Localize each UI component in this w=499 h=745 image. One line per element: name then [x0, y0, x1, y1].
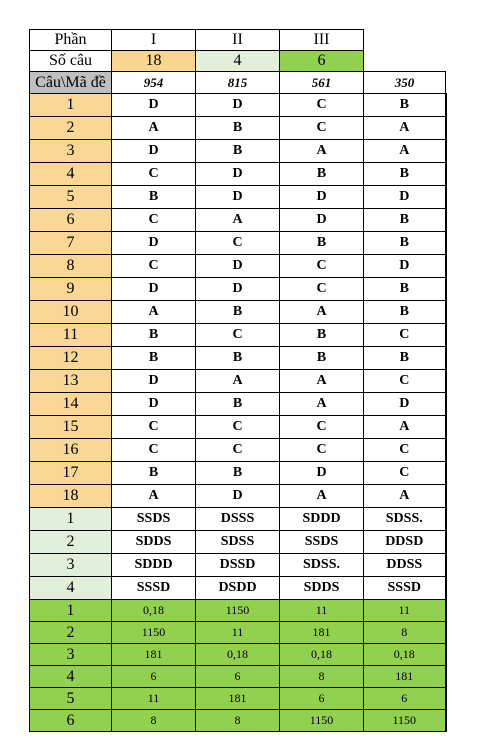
answer-cell: A: [112, 301, 196, 324]
exam-code: 815: [196, 72, 280, 94]
answer-cell: D: [280, 462, 364, 485]
answer-cell: B: [280, 232, 364, 255]
part3-row: [30, 600, 446, 622]
question-number: 4: [30, 163, 112, 186]
answer-cell: C: [280, 255, 364, 278]
answer-cell: B: [364, 163, 446, 186]
question-number: 3: [30, 644, 112, 666]
exam-code: 350: [364, 72, 446, 94]
part3-row: [30, 666, 446, 688]
answer-cell: 181: [364, 666, 446, 688]
answer-cell: DDSD: [364, 531, 446, 554]
question-number: 13: [30, 370, 112, 393]
part1-row: [30, 301, 446, 324]
question-number: 5: [30, 186, 112, 209]
answer-cell: DSDD: [196, 577, 280, 600]
part1-row: [30, 140, 446, 163]
part3-row: [30, 710, 446, 732]
question-number: 6: [30, 710, 112, 732]
answer-cell: C: [280, 439, 364, 462]
answer-cell: C: [196, 416, 280, 439]
answer-cell: B: [196, 117, 280, 140]
answer-cell: C: [280, 278, 364, 301]
answer-cell: C: [280, 117, 364, 140]
question-number: 17: [30, 462, 112, 485]
answer-cell: C: [196, 232, 280, 255]
answer-cell: DDSS: [364, 554, 446, 577]
part3-row: [30, 688, 446, 710]
answer-cell: D: [196, 255, 280, 278]
answer-cell: C: [112, 163, 196, 186]
code-header-row: [30, 72, 446, 94]
question-code-label: Câu\Mã đề: [30, 72, 112, 94]
answer-cell: D: [112, 393, 196, 416]
part-count: 6: [280, 51, 364, 72]
answer-cell: 1150: [196, 600, 280, 622]
part1-row: [30, 117, 446, 140]
answer-cell: B: [196, 347, 280, 370]
part3-row: [30, 644, 446, 666]
answer-cell: C: [112, 209, 196, 232]
answer-cell: B: [112, 462, 196, 485]
answer-cell: A: [112, 485, 196, 508]
part1-row: [30, 393, 446, 416]
so-cau-label: Số câu: [30, 51, 112, 72]
phan-label: Phần: [30, 30, 112, 51]
parts-header-row: [30, 30, 446, 51]
answer-cell: A: [280, 370, 364, 393]
answer-cell: 181: [280, 622, 364, 644]
answer-cell: 0,18: [280, 644, 364, 666]
answer-cell: B: [364, 347, 446, 370]
answer-cell: C: [280, 94, 364, 117]
question-number: 7: [30, 232, 112, 255]
answer-cell: B: [280, 324, 364, 347]
answer-cell: SSDS: [112, 508, 196, 531]
answer-cell: SSSD: [364, 577, 446, 600]
question-number: 14: [30, 393, 112, 416]
answer-cell: D: [196, 278, 280, 301]
answer-cell: C: [280, 416, 364, 439]
answer-cell: 11: [364, 600, 446, 622]
question-number: 5: [30, 688, 112, 710]
answer-cell: D: [112, 140, 196, 163]
answer-cell: DSSD: [196, 554, 280, 577]
part3-row: [30, 622, 446, 644]
part1-row: [30, 278, 446, 301]
answer-cell: 1150: [280, 710, 364, 732]
question-number: 10: [30, 301, 112, 324]
answer-cell: C: [196, 439, 280, 462]
answer-cell: 6: [112, 666, 196, 688]
answer-cell: B: [112, 324, 196, 347]
part1-row: [30, 485, 446, 508]
answer-cell: SDDS: [112, 531, 196, 554]
part1-row: [30, 186, 446, 209]
part1-row: [30, 439, 446, 462]
answer-key-table: [29, 29, 447, 732]
answer-cell: SDDS: [280, 577, 364, 600]
exam-code: 561: [280, 72, 364, 94]
answer-cell: 11: [112, 688, 196, 710]
answer-cell: C: [112, 255, 196, 278]
answer-cell: B: [364, 232, 446, 255]
answer-cell: B: [196, 462, 280, 485]
answer-cell: 0,18: [112, 600, 196, 622]
answer-cell: A: [364, 140, 446, 163]
question-number: 11: [30, 324, 112, 347]
answer-cell: B: [364, 209, 446, 232]
answer-cell: SDDD: [112, 554, 196, 577]
answer-cell: SDDD: [280, 508, 364, 531]
answer-cell: C: [112, 416, 196, 439]
answer-cell: A: [280, 393, 364, 416]
question-number: 3: [30, 554, 112, 577]
empty-cell: [364, 30, 446, 51]
question-number: 2: [30, 531, 112, 554]
answer-cell: SDSS.: [280, 554, 364, 577]
answer-cell: 8: [196, 710, 280, 732]
empty-cell: [364, 51, 446, 72]
answer-cell: D: [112, 94, 196, 117]
answer-cell: 0,18: [196, 644, 280, 666]
answer-cell: 6: [280, 688, 364, 710]
answer-cell: 8: [364, 622, 446, 644]
answer-cell: D: [364, 255, 446, 278]
answer-cell: 181: [112, 644, 196, 666]
question-number: 1: [30, 94, 112, 117]
answer-cell: 0,18: [364, 644, 446, 666]
answer-cell: B: [280, 163, 364, 186]
part-count: 4: [196, 51, 280, 72]
answer-cell: A: [280, 301, 364, 324]
question-number: 9: [30, 278, 112, 301]
answer-cell: D: [112, 232, 196, 255]
answer-cell: 11: [196, 622, 280, 644]
answer-cell: B: [280, 347, 364, 370]
answer-cell: A: [364, 485, 446, 508]
answer-cell: A: [112, 117, 196, 140]
part2-row: [30, 554, 446, 577]
answer-cell: C: [196, 324, 280, 347]
question-number: 4: [30, 577, 112, 600]
part1-row: [30, 347, 446, 370]
exam-code: 954: [112, 72, 196, 94]
answer-cell: B: [364, 94, 446, 117]
part1-row: [30, 94, 446, 117]
answer-cell: D: [196, 186, 280, 209]
answer-cell: D: [196, 94, 280, 117]
answer-cell: A: [280, 140, 364, 163]
answer-cell: 8: [280, 666, 364, 688]
question-number: 3: [30, 140, 112, 163]
answer-cell: B: [112, 186, 196, 209]
question-number: 2: [30, 117, 112, 140]
answer-cell: B: [196, 393, 280, 416]
question-number: 18: [30, 485, 112, 508]
answer-cell: B: [112, 347, 196, 370]
part1-row: [30, 416, 446, 439]
part1-row: [30, 163, 446, 186]
answer-cell: 181: [196, 688, 280, 710]
answer-cell: 11: [280, 600, 364, 622]
answer-cell: SDSS: [196, 531, 280, 554]
question-number: 8: [30, 255, 112, 278]
part1-row: [30, 324, 446, 347]
part2-row: [30, 577, 446, 600]
question-number: 6: [30, 209, 112, 232]
answer-cell: B: [364, 301, 446, 324]
question-number: 1: [30, 508, 112, 531]
question-number: 12: [30, 347, 112, 370]
part2-row: [30, 508, 446, 531]
answer-cell: A: [196, 370, 280, 393]
part-label: III: [280, 30, 364, 51]
answer-cell: C: [112, 439, 196, 462]
answer-cell: SSSD: [112, 577, 196, 600]
answer-cell: 6: [196, 666, 280, 688]
answer-cell: D: [196, 485, 280, 508]
part1-row: [30, 209, 446, 232]
answer-cell: D: [196, 163, 280, 186]
answer-cell: D: [364, 186, 446, 209]
part1-row: [30, 232, 446, 255]
answer-cell: C: [364, 370, 446, 393]
answer-cell: C: [364, 439, 446, 462]
part1-row: [30, 370, 446, 393]
question-number: 16: [30, 439, 112, 462]
answer-cell: C: [364, 324, 446, 347]
answer-cell: A: [364, 416, 446, 439]
part-label: II: [196, 30, 280, 51]
answer-cell: C: [364, 462, 446, 485]
answer-cell: SSDS: [280, 531, 364, 554]
answer-cell: D: [280, 186, 364, 209]
question-number: 4: [30, 666, 112, 688]
part-count: 18: [112, 51, 196, 72]
answer-cell: D: [112, 278, 196, 301]
answer-cell: A: [364, 117, 446, 140]
counts-header-row: [30, 51, 446, 72]
part2-row: [30, 531, 446, 554]
question-number: 1: [30, 600, 112, 622]
question-number: 15: [30, 416, 112, 439]
question-number: 2: [30, 622, 112, 644]
answer-cell: D: [280, 209, 364, 232]
answer-cell: B: [364, 278, 446, 301]
part1-row: [30, 255, 446, 278]
answer-cell: 1150: [112, 622, 196, 644]
answer-cell: B: [196, 140, 280, 163]
answer-cell: 8: [112, 710, 196, 732]
answer-cell: SDSS.: [364, 508, 446, 531]
answer-cell: B: [196, 301, 280, 324]
part-label: I: [112, 30, 196, 51]
answer-cell: 6: [364, 688, 446, 710]
answer-cell: A: [280, 485, 364, 508]
answer-cell: A: [196, 209, 280, 232]
answer-cell: 1150: [364, 710, 446, 732]
answer-cell: DSSS: [196, 508, 280, 531]
part1-row: [30, 462, 446, 485]
answer-cell: D: [112, 370, 196, 393]
answer-cell: D: [364, 393, 446, 416]
